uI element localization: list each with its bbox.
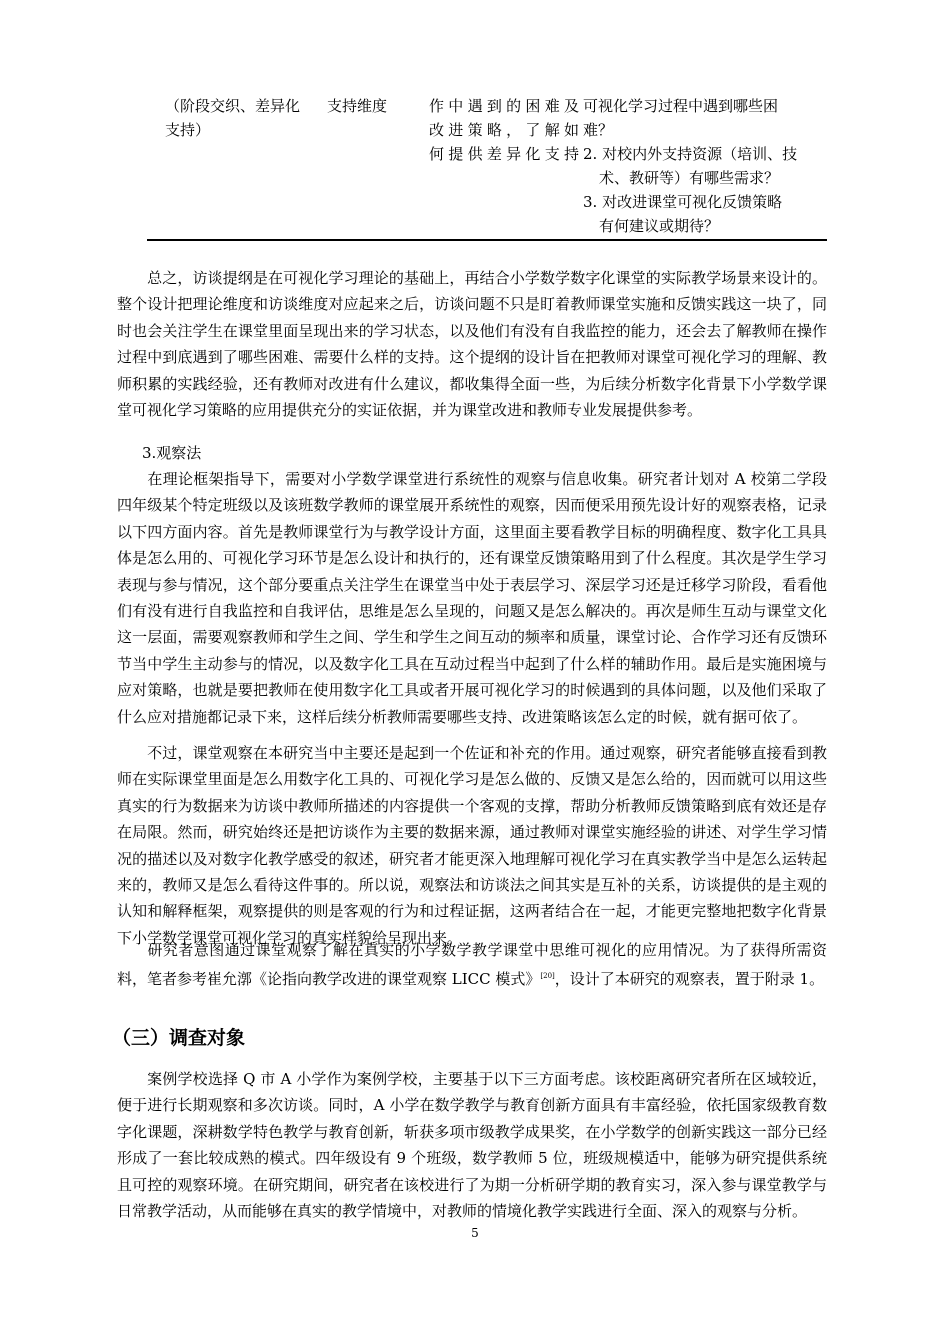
table-cell-line: 支持维度 — [327, 97, 388, 115]
body-paragraph — [117, 466, 827, 730]
body-paragraph — [117, 740, 827, 951]
table-cell-purpose — [429, 94, 579, 166]
body-paragraph — [117, 265, 827, 423]
table-cell-line: 难？ — [583, 121, 614, 139]
table-cell-line: 3. 对改进课堂可视化反馈策略 — [583, 193, 783, 211]
table-cell-line: 2. 对校内外支持资源（培训、技 — [583, 145, 798, 163]
table-cell-line: （阶段交织、差异化 — [165, 97, 301, 115]
table-fragment — [147, 94, 827, 241]
paragraph-text: 不过，课堂观察在本研究当中主要还是起到一个佐证和补充的作用。通过观察，研究者能够直接看到教师在实际课堂里面是怎么用数字化工具的、可视化学习是怎么做的、反馈又是怎么给的，因而就可以用这些真实的行为数据来为访谈中教师所描述的内容提供一个客观的支撑，帮助分析教师反馈策略到底有效还是存在局限。然而，研究始终还是把访谈作为主要的数据来源，通过教师对课堂实施经验的讲述、对学生学习情况的描述以及对数字化教学感受的叙述，研究者才能更深入地理解可视化学习在真实教学当中是怎么运转起来的，教师又是怎么看待这件事的。所以说，观察法和访谈法之间其实是互补的关系，访谈提供的是主观的认知和解释框架，观察提供的则是客观的行为和过程证据，这两者结合在一起，才能更完整地把数字化背景下小学数学课堂可视化学习的真实样貌给呈现出来。 — [117, 744, 827, 947]
paragraph-text: 在理论框架指导下，需要对小学数学课堂进行系统性的观察与信息收集。研究者计划对 A 校第二学段四年级某个特定班级以及该班数学教师的课堂展开系统性的观察，因而便采用预先设计好的观察表格，记录以下四方面内容。首先是教师课堂行为与教学设计方面，这里面主要看教学目标的明确程度、数字化工具具体是怎么用的、可视化学习环节是怎么设计和执行的，还有课堂反馈策略用到了什么程度。其次是学生学习表现与参与情况，这个部分要重点关注学生在课堂当中处于表层学习、深层学习还是迁移学习阶段，看看他们有没有进行自我监控和自我评估，思维是怎么呈现的，问题又是怎么解决的。再次是师生互动与课堂文化这一层面，需要观察教师和学生之间、学生和学生之间互动的频率和质量，课堂讨论、合作学习还有反馈环节当中学生主动参与的情况，以及数字化工具在互动过程当中起到了什么样的辅助作用。最后是实施困境与应对策略，也就是要把教师在使用数字化工具或者开展可视化学习的时候遇到的具体问题，以及他们采取了什么应对措施都记录下来，这样后续分析教师需要哪些支持、改进策略该怎么定的时候，就有据可依了。 — [117, 470, 827, 726]
paragraph-text: ，设计了本研究的观察表，置于附录 1。 — [554, 970, 825, 989]
table-bottom-rule — [147, 239, 827, 241]
table-cell-line: 术、教研等）有哪些需求？ — [599, 169, 780, 187]
table-cell-questions — [583, 94, 823, 238]
page-number: 5 — [471, 1226, 479, 1240]
paragraph-text: 总之，访谈提纲是在可视化学习理论的基础上，再结合小学数学数字化课堂的实际教学场景来设计的。整个设计把理论维度和访谈维度对应起来之后，访谈问题不只是盯着教师课堂实施和反馈实践这一块了，同时也会关注学生在课堂里面呈现出来的学习状态，以及他们有没有自我监控的能力，还会去了解教师在操作过程中到底遇到了哪些困难、需要什么样的支持。这个提纲的设计旨在把教师对课堂可视化学习的理解、教师积累的实践经验，还有教师对改进有什么建议，都收集得全面一些，为后续分析数字化背景下小学数学课堂可视化学习策略的应用提供充分的实证依据，并为课堂改进和教师专业发展提供参考。 — [117, 269, 827, 420]
section-title: （三）调查对象 — [112, 1027, 246, 1049]
table-cell-line: 何提供差异化支持 — [429, 145, 579, 163]
subheading-observation: 3.观察法 — [142, 444, 202, 462]
table-cell-line: 改进策略，了解如 — [429, 121, 579, 139]
body-paragraph — [117, 937, 827, 993]
table-cell-line: 有何建议或期待？ — [599, 217, 720, 235]
table-cell-line: 可视化学习过程中遇到哪些困 — [583, 97, 779, 115]
body-paragraph — [117, 1066, 827, 1224]
paragraph-text: 研究者意图通过课堂观察了解在真实的小学数学教学课堂中思维可视化的应用情况。为了获得所需资料，笔者参考崔允漷《论指向教学改进的课堂观察 LICC 模式》 — [117, 941, 827, 989]
table-cell-line: 作中遇到的困难及 — [429, 97, 579, 115]
table-cell-dimension — [327, 94, 427, 118]
table-cell-stage — [165, 94, 315, 142]
paragraph-text: 案例学校选择 Q 市 A 小学作为案例学校，主要基于以下三方面考虑。该校距离研究者所在区域较近，便于进行长期观察和多次访谈。同时，A 小学在数学教学与教育创新方面具有丰富经验，依托国家级教育数字化课题，深耕数学特色教学与教育创新，斩获多项市级教学成果奖，在小学数学的创新实践这一部分已经形成了一套比较成熟的模式。四年级设有 9 个班级，数学教师 5 位，班级规模适中，能够为研究提供系统且可控的观察环境。在研究期间，研究者在该校进行了为期一分析研学期的教育实习，深入参与课堂教学与日常教学活动，从而能够在真实的教学情境中，对教师的情境化教学实践进行全面、深入的观察与分析。 — [117, 1070, 827, 1221]
citation-ref: [20] — [540, 972, 555, 981]
table-cell-line: 支持） — [165, 121, 211, 139]
